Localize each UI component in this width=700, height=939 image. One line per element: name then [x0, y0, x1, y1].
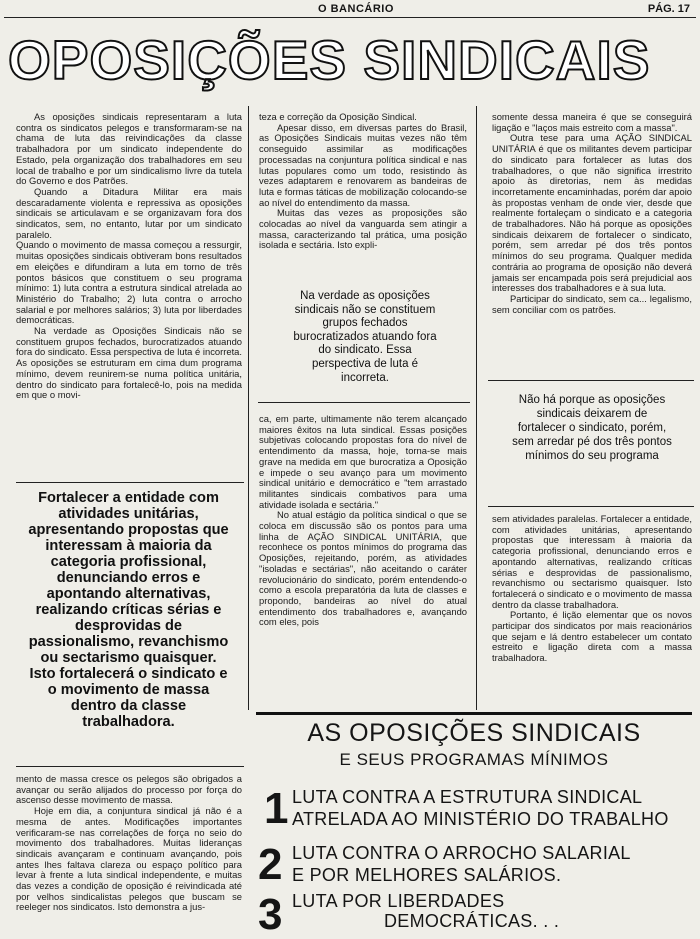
pull-quote-2: Na verdade as oposições sindicais não se constituem grupos fechados burocratizados atuando fora do sindicato. Essa perspectiva de luta é incorreta. [293, 290, 437, 384]
paragraph: mento de massa cresce os pelegos são obrigados a avançar ou serão alijados do processo por força do ascenso desse movimento de massa. [16, 773, 242, 806]
paragraph: As oposições sindicais representaram a luta contra os sindicatos pelegos e transformaram-se na chama de luta das reivindicações da classe trabalhadora por um sindicato independente do Estado, pela organização dos trabalhadores em seu local de trabalho e por um sindicalismo livre da tutela do Governo e dos Patrões. [16, 111, 242, 187]
paragraph: ca, em parte, ultimamente não terem alcançado maiores êxitos na luta sindical. Essas posições subjetivas colocando propostas fora do nível de entendimento da massa, hoje, torna-se mais grave na medida em que burocratiza a Oposição e impede o seu avanço para um movimento sindical unitário e democrático e "tem arrastado militantes sindicais combativos para uma atividade isolada e sectária." [259, 413, 467, 510]
divider [258, 402, 470, 403]
divider [16, 482, 244, 483]
page-header [0, 0, 700, 20]
paragraph: Quando o movimento de massa começou a ressurgir, muitas oposições sindicais obtiveram bons resultados em eleições e difundiram a luta em torno de três pontos básicos que constituem o seu programa mínimo: 1) luta contra a estrutura sindical atrelada ao Ministério do Trabalho; 2) luta contra o arrocho salarial e por melhores salários; 3) luta por liberdades democráticas. [16, 239, 242, 326]
item-line: E POR MELHORES SALÁRIOS. [292, 865, 562, 885]
paragraph: somente dessa maneira é que se conseguirá ligação e "laços mais estreito com a massa". [492, 111, 692, 133]
paragraph: Muitas das vezes as proposições são colocadas ao nível da vanguarda sem atingir a massa, caracterizando tal prática, uma posição isolada e sectária. Isto expli- [259, 207, 467, 251]
paragraph: Quando a Ditadura Militar era mais descaradamente violenta e repressiva as oposições sindicais se articulavam e se organizavam fora dos sindicatos, sem, no entanto, lutar por um sindicato paralelo. [16, 185, 242, 240]
item-line: ATRELADA AO MINISTÉRIO DO TRABALHO [292, 809, 669, 829]
item-number: 3 [258, 890, 283, 939]
item-line: LUTA POR LIBERDADES [292, 891, 505, 911]
program-item-2 [256, 841, 692, 893]
paragraph: Na verdade as Oposições Sindicais não se constituem grupos fechados, burocratizados atuando fora do sindicato. Essa perspectiva de luta é incorreta. As oposições se estruturam em cima dum programa mínimo, devem reunirem-se numa política unitária, dentro do sindicato para fortalecê-lo, pois na medida em que o movi- [16, 325, 242, 401]
summary-box [256, 712, 692, 939]
column-1-bottom [16, 774, 242, 913]
paragraph: Outra tese para uma AÇÃO SINDICAL UNITÁRIA é que os militantes devem participar do sindicato para fortalecer as lutas dos trabalhadores, o que não significa irrestrito apoio às diretorias, nem às medidas incorretamente encaminhadas, porém dar apoio às propostas venham de onde vier, desde que realmente fortaleçam o sindicato e a categoria de trabalhadores. Não há porque as oposições sindicais deixarem de fortalecer o sindicato, porém, sem arredar pé dos três pontos mínimos do seu programa. Qualquer medida contrária ao programa de oposição não deverá jamais ser encampada pois será prejudicial aos interesses dos trabalhadores e à sua luta. [492, 132, 692, 294]
publication-name: O BANCÁRIO [318, 3, 394, 15]
paragraph: No atual estágio da política sindical o que se coloca em discussão são os pontos para uma linha de AÇÃO SINDICAL UNITÁRIA, que reconhece os pontos mínimos do programa das Oposições, rejeitando, porém, as atividades "isoladas e sectárias", não aceitando o caráter revolucionário do sindicato, porém entendendo-o como a escola preparatória da luta de classes e propondo, bandeiras ao nível do atual entendimento dos trabalhadores e, avançando com eles, pois [259, 509, 467, 628]
summary-title: AS OPOSIÇÕES SINDICAIS [307, 719, 641, 747]
header-rule [4, 17, 696, 18]
column-3-bottom [492, 514, 692, 664]
column-3-top [492, 112, 692, 315]
paragraph: Apesar disso, em diversas partes do Brasil, as Oposições Sindicais muitas vezes não têm conseguido assimilar as modificações processadas na conjuntura política sindical e nas lutas populares como um todo, resistindo às vezes adaptarem e renovarem as bandeiras de luta e formas táticas de mobilização colocando-se ao nível do entendimento da massa. [259, 121, 467, 208]
divider [488, 506, 694, 507]
divider [488, 380, 694, 381]
paragraph: Participar do sindicato, sem ca... legalismo, sem conciliar com os patrões. [492, 292, 692, 315]
paragraph: sem atividades paralelas. Fortalecer a entidade, com atividades unitárias, apresentando propostas que interessam à maioria da categoria profissional, denunciando erros e apontando alternativas, realizando críticas sérias e desprovidas de passionalismo, revanchismo ou sectarismo quaisquer. Isto fortalecerá o sindicato e o movimento de massa dentro da classe trabalhadora. [492, 513, 692, 610]
item-line: LUTA CONTRA A ESTRUTURA SINDICAL [292, 787, 643, 807]
program-item-1 [256, 785, 692, 837]
column-1-top [16, 112, 242, 401]
item-number: 2 [258, 840, 283, 889]
divider [16, 766, 244, 767]
column-rule [248, 106, 249, 710]
column-rule [476, 106, 477, 710]
headline: OPOSIÇÕES SINDICAIS [8, 29, 651, 91]
paragraph: teza e correção da Oposição Sindical. [259, 111, 417, 122]
paragraph: Hoje em dia, a conjuntura sindical já não é a mesma de antes. Modificações importantes verificaram-se nas correlações de força no seio do movimento dos trabalhadores. Muitas lideranças sindicais avançaram e continuam avançando, pois antes lhes faltava clareza ou espaço político para levar à frente a luta sindical independente, e muitas das vezes a condição de oposição é reivindicada até por velhos sindicalistas pelegos que buscam se reeleger nos sindicatos. Isto demonstra a jus- [16, 805, 242, 913]
summary-subtitle: E SEUS PROGRAMAS MÍNIMOS [339, 750, 609, 769]
program-item-3 [256, 890, 692, 939]
paragraph: Portanto, é lição elementar que os novos participar dos sindicatos por mais reacionários que sejam e lá dentro estabelecer um contato estreito e ligação direta com a massa trabalhadora. [492, 609, 692, 664]
column-2-top [259, 112, 467, 251]
item-number: 1 [264, 784, 289, 833]
pull-quote-3: Não há porque as oposições sindicais deixarem de fortalecer o sindicato, porém, sem arredar pé dos três pontos mínimos do seu programa [512, 394, 672, 462]
pull-quote-1: Fortalecer a entidade com atividades unitárias, apresentando propostas que interessam à maioria da categoria profissional, denunciando erros e apontando alternativas, realizando críticas sérias e desprovidas de passionalismo, revanchismo ou sectarismo quaisquer. Isto fortalecerá o sindicato e o movimento de massa dentro da classe trabalhadora. [28, 490, 229, 730]
item-line: DEMOCRÁTICAS. . . [384, 911, 560, 931]
column-2-bottom [259, 414, 467, 628]
page-number: PÁG. 17 [647, 3, 690, 15]
item-line: LUTA CONTRA O ARROCHO SALARIAL [292, 843, 631, 863]
